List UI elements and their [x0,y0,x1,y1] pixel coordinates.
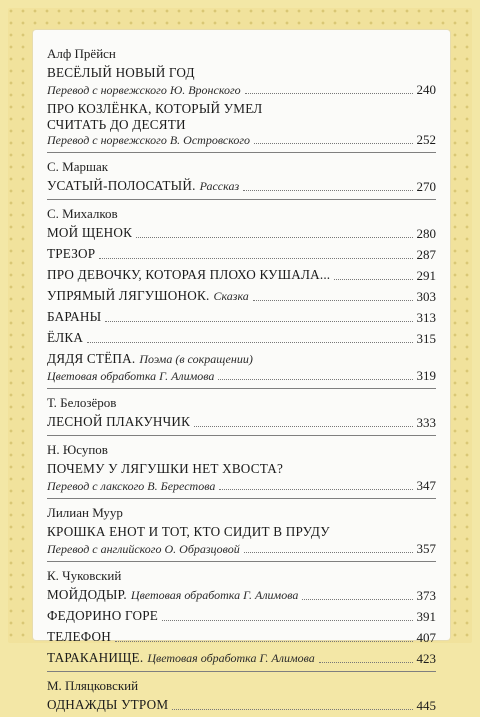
entry-title: ВЕСЁЛЫЙ НОВЫЙ ГОД [47,65,195,80]
toc-entry[interactable] [47,460,436,494]
toc-entry[interactable] [47,224,436,242]
toc-section [47,152,436,195]
entry-subtitle: Цветовая обработка Г. Алимова [130,587,299,602]
entry-title: СЧИТАТЬ ДО ДЕСЯТИ [47,116,186,132]
page-number: 357 [416,540,436,556]
dot-leader [243,190,412,191]
dot-leader [99,258,412,259]
dot-leader [172,709,412,710]
entry-title: ПРО ДЕВОЧКУ, КОТОРАЯ ПЛОХО КУШАЛА... [47,267,331,283]
entry-title: УСАТЫЙ-ПОЛОСАТЫЙ. [47,178,196,194]
author-name: Н. Юсупов [47,441,108,457]
toc-page [33,30,450,713]
entry-title: ТАРАКАНИЩЕ. [47,649,144,665]
translator-credit: Цветовая обработка Г. Алимова [47,368,215,383]
toc-section [47,46,436,148]
dot-leader [254,143,412,144]
toc-section [47,561,436,667]
translator-credit: Перевод с норвежского Ю. Вронского [47,82,241,97]
dot-leader [136,237,412,238]
toc-entry[interactable] [47,308,436,326]
entry-subtitle: Рассказ [199,179,240,194]
entry-title: ТРЕЗОР [47,246,96,262]
author-name: С. Маршак [47,159,109,175]
entry-subtitle: Поэма (в сокращении) [139,352,253,367]
author-name: Алф Прёйсн [47,46,116,61]
toc-entry[interactable] [47,696,436,714]
toc-entry[interactable] [47,607,436,625]
page-number: 280 [416,226,436,242]
page-frame [8,8,472,713]
page-number: 445 [416,697,436,713]
entry-title: УПРЯМЫЙ ЛЯГУШОНОК. [47,288,210,304]
entry-title: ОДНАЖДЫ УТРОМ [47,696,169,712]
translator-credit: Перевод с лакского В. Берестова [47,478,216,493]
entry-title: БАРАНЫ [47,309,102,325]
toc-entry[interactable] [47,628,436,646]
entry-title: ПРО КОЗЛЁНКА, КОТОРЫЙ УМЕЛ [47,100,263,116]
author-name: Лилиан Муур [47,504,123,520]
page-number: 373 [416,587,436,603]
toc-entry[interactable] [47,413,436,431]
entry-title: МОЙ ЩЕНОК [47,225,133,241]
page-number: 333 [416,415,436,431]
toc-entry[interactable] [47,523,436,557]
dot-leader [245,93,413,94]
page-number: 252 [416,132,436,148]
dot-leader [105,321,412,322]
page-number: 315 [416,331,436,347]
entry-subtitle: Сказка [213,289,249,304]
toc-entry[interactable] [47,101,436,148]
toc-entry[interactable] [47,287,436,305]
toc-section [47,671,436,714]
dot-leader [334,279,412,280]
toc-entry[interactable] [47,649,436,667]
table-of-contents [47,46,436,717]
author-name: С. Михалков [47,206,118,222]
toc-entry[interactable] [47,350,436,384]
toc-entry[interactable] [47,64,436,98]
translator-credit: Перевод с английского О. Образцовой [47,541,240,556]
dot-leader [87,342,412,343]
entry-title: МОЙДОДЫР. [47,586,127,602]
toc-entry[interactable] [47,245,436,263]
entry-subtitle: Цветовая обработка Г. Алимова [147,650,315,665]
page-number: 291 [416,268,436,284]
entry-title: ЛЕСНОЙ ПЛАКУНЧИК [47,413,191,429]
author-name: К. Чуковский [47,567,122,583]
toc-section [47,498,436,557]
toc-entry[interactable] [47,329,436,347]
page-number: 287 [416,247,436,263]
page-number: 319 [416,368,436,384]
dot-leader [302,599,412,600]
dot-leader [194,426,412,427]
dot-leader [219,489,412,490]
toc-entry[interactable] [47,266,436,284]
page-number: 347 [416,477,436,493]
toc-section [47,388,436,431]
dot-leader [218,379,412,380]
entry-title: ФЕДОРИНО ГОРЕ [47,607,159,623]
dot-leader [115,641,413,642]
page-number: 423 [416,650,436,666]
page-number: 303 [416,289,436,305]
entry-title: КРОШКА ЕНОТ И ТОТ, КТО СИДИТ В ПРУДУ [47,523,330,539]
toc-entry[interactable] [47,177,436,195]
entry-title: ТЕЛЕФОН [47,628,111,644]
dot-leader [253,300,413,301]
page-number: 270 [416,179,436,195]
entry-title: ПОЧЕМУ У ЛЯГУШКИ НЕТ ХВОСТА? [47,460,284,476]
toc-section [47,435,436,494]
page-number: 313 [416,310,436,326]
page-number: 240 [416,82,436,97]
page-number: 407 [416,629,436,645]
author-name: Т. Белозёров [47,394,117,410]
entry-title: ДЯДЯ СТЁПА. [47,351,136,367]
dot-leader [162,620,412,621]
toc-section [47,199,436,384]
entry-title: ЁЛКА [47,330,84,346]
author-name: М. Пляцковский [47,677,139,693]
translator-credit: Перевод с норвежского В. Островского [47,133,251,148]
dot-leader [244,552,413,553]
dot-leader [319,662,413,663]
page-number: 391 [416,608,436,624]
toc-entry[interactable] [47,586,436,604]
